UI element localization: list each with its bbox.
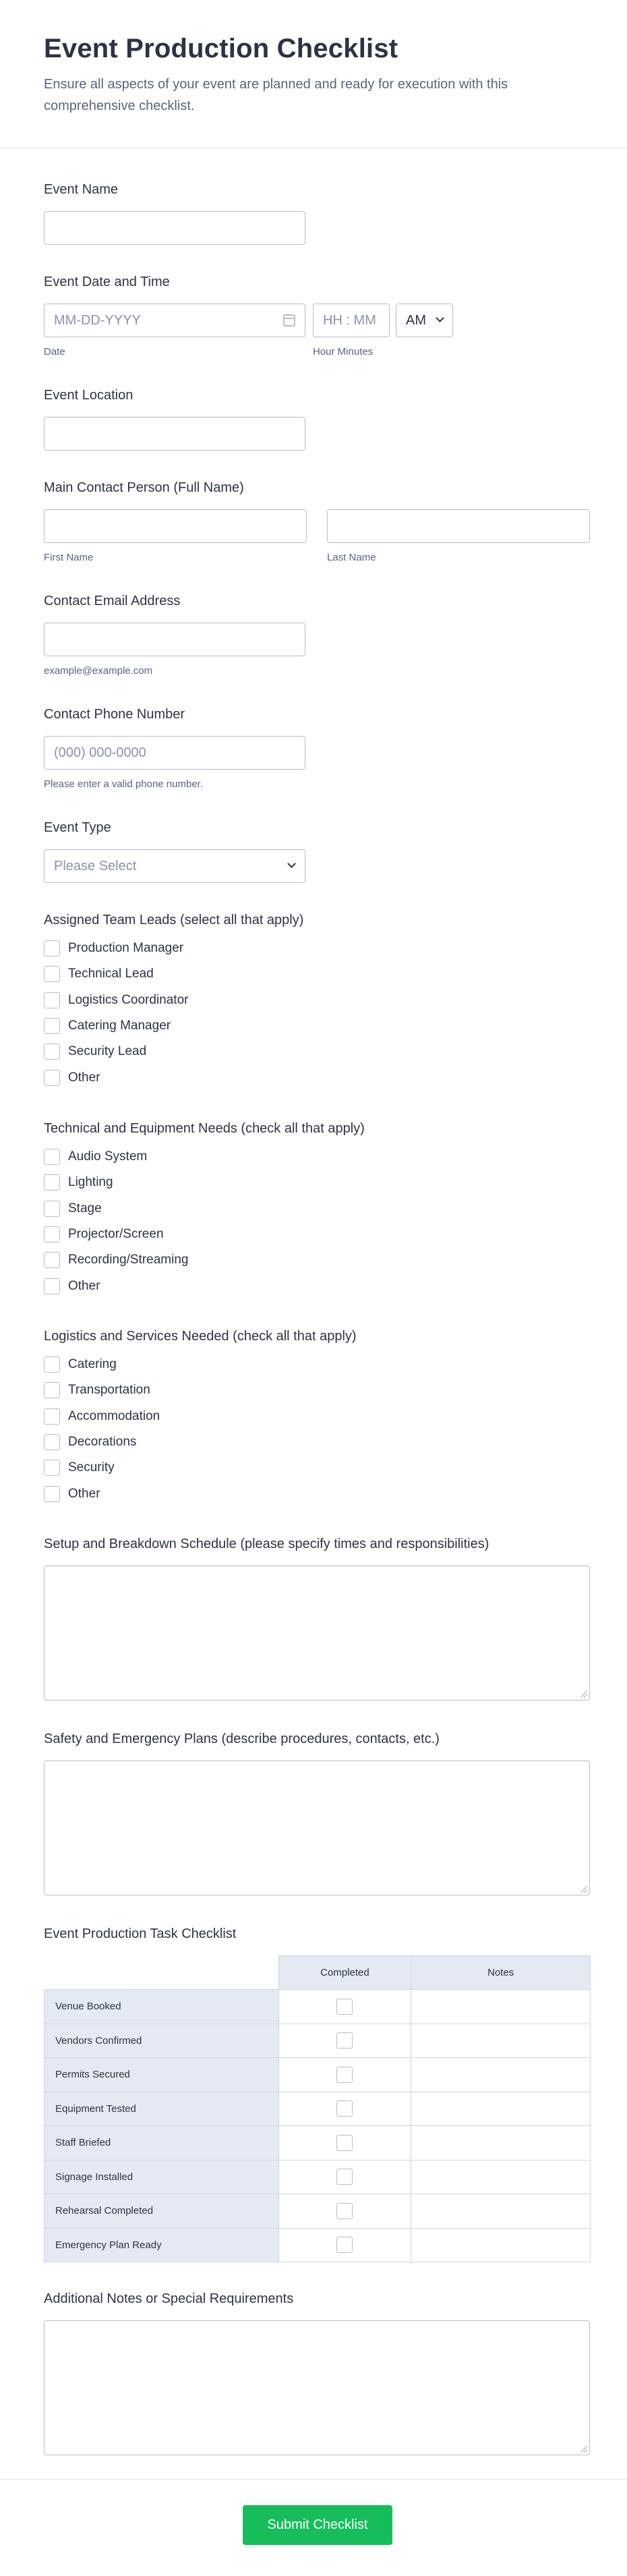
table-row: [44, 2024, 591, 2058]
checkbox-option[interactable]: [44, 1377, 160, 1403]
checkbox-label: Accommodation: [68, 1408, 160, 1423]
checkbox[interactable]: [44, 1434, 60, 1450]
date-placeholder: MM-DD-YYYY: [54, 312, 141, 328]
checkbox[interactable]: [336, 1999, 353, 2015]
matrix-cell: [278, 2126, 411, 2160]
team-leads-label: Assigned Team Leads (select all that apply): [44, 913, 304, 927]
matrix-cell: [278, 2092, 411, 2126]
checkbox-option[interactable]: [44, 1352, 160, 1377]
checkbox-label: Transportation: [68, 1383, 150, 1398]
contact-name-field: [44, 480, 590, 563]
event-name-field: [44, 182, 590, 198]
notes-input[interactable]: [411, 2160, 591, 2194]
matrix-cell: [278, 2160, 411, 2194]
matrix-cell: [278, 1990, 411, 2024]
matrix-row-label: Signage Installed: [44, 2160, 279, 2194]
checkbox-label: Stage: [68, 1201, 102, 1215]
checkbox-label: Other: [68, 1070, 100, 1085]
event-date-field: [44, 275, 590, 357]
team-leads-options: [44, 936, 188, 1091]
phone-sublabel: Please enter a valid phone number.: [44, 778, 203, 790]
ampm-value: AM: [406, 312, 426, 328]
resize-handle-icon[interactable]: [580, 2446, 587, 2453]
notes-input[interactable]: [411, 2126, 591, 2160]
checkbox-label: Logistics Coordinator: [68, 992, 189, 1007]
first-name-input[interactable]: [44, 509, 307, 543]
time-sublabel: Hour Minutes: [313, 346, 374, 357]
checkbox-option[interactable]: [44, 1144, 188, 1170]
table-row: [44, 2126, 591, 2160]
safety-plans-label: Safety and Emergency Plans (describe procedures, contacts, etc.): [44, 1731, 440, 1746]
checkbox-label: Catering: [68, 1357, 117, 1372]
logistics-field: [44, 1329, 590, 1501]
calendar-icon[interactable]: [283, 314, 295, 326]
matrix-row-label: Equipment Tested: [44, 2092, 279, 2126]
checkbox[interactable]: [44, 1252, 60, 1268]
tech-needs-field: [44, 1121, 590, 1293]
email-input[interactable]: [44, 623, 305, 656]
checkbox-option[interactable]: [44, 1013, 188, 1039]
matrix-row-label: Permits Secured: [44, 2058, 279, 2092]
checkbox[interactable]: [44, 1201, 60, 1217]
logistics-options: [44, 1352, 160, 1507]
event-location-label: Event Location: [44, 388, 133, 403]
checkbox-option[interactable]: [44, 1064, 188, 1090]
email-sublabel: example@example.com: [44, 665, 153, 677]
table-row: [44, 2058, 591, 2092]
checkbox[interactable]: [336, 2203, 353, 2219]
checkbox[interactable]: [336, 2169, 353, 2185]
tech-needs-options: [44, 1144, 188, 1299]
setup-schedule-label: Setup and Breakdown Schedule (please specify times and responsibilities): [44, 1537, 489, 1551]
phone-input[interactable]: [44, 736, 305, 770]
submit-button[interactable]: Submit Checklist: [243, 2505, 392, 2545]
checkbox[interactable]: [44, 1174, 60, 1191]
checkbox-option[interactable]: [44, 1247, 188, 1273]
matrix-row-label: Rehearsal Completed: [44, 2194, 279, 2229]
table-row: [44, 2092, 591, 2126]
table-row: [44, 1990, 591, 2024]
notes-input[interactable]: [411, 2092, 591, 2126]
table-row: [44, 2194, 591, 2229]
checkbox[interactable]: [44, 1043, 60, 1060]
checkbox[interactable]: [44, 1356, 60, 1373]
checkbox-option[interactable]: [44, 1455, 160, 1481]
setup-schedule-textarea[interactable]: [44, 1566, 590, 1700]
checkbox-option[interactable]: [44, 1170, 188, 1195]
event-type-placeholder: Please Select: [54, 858, 137, 874]
checkbox[interactable]: [44, 1278, 60, 1294]
contact-phone-field: [44, 707, 590, 790]
checkbox[interactable]: [336, 2237, 353, 2253]
checkbox[interactable]: [44, 1226, 60, 1242]
date-input[interactable]: [44, 304, 305, 337]
event-type-select[interactable]: [44, 849, 305, 883]
checkbox[interactable]: [44, 1408, 60, 1425]
task-checklist-field: [44, 1926, 590, 1942]
checkbox[interactable]: [336, 2067, 353, 2083]
matrix-row-label: Emergency Plan Ready: [44, 2228, 279, 2262]
checkbox-label: Catering Manager: [68, 1019, 171, 1033]
matrix-column-header: Notes: [411, 1956, 591, 1990]
additional-notes-field: [44, 2291, 590, 2307]
checkbox-option[interactable]: [44, 1196, 188, 1222]
contact-email-field: [44, 594, 590, 677]
matrix-row-label: Staff Briefed: [44, 2126, 279, 2160]
matrix-corner: [44, 1956, 279, 1990]
chevron-down-icon: [436, 314, 444, 322]
checkbox-option[interactable]: [44, 1039, 188, 1064]
matrix-header-row: [44, 1956, 591, 1990]
checkbox-label: Production Manager: [68, 941, 184, 956]
team-leads-field: [44, 913, 590, 1085]
first-name-sublabel: First Name: [44, 552, 94, 563]
ampm-select[interactable]: [396, 304, 453, 337]
checkbox-label: Technical Lead: [68, 967, 154, 981]
event-name-label: Event Name: [44, 182, 119, 197]
matrix-column-header: Completed: [278, 1956, 411, 1990]
checkbox-label: Lighting: [68, 1175, 113, 1190]
checkbox-label: Other: [68, 1486, 100, 1501]
phone-placeholder: (000) 000-0000: [54, 745, 146, 760]
setup-schedule-field: [44, 1537, 590, 1552]
matrix-cell: [278, 2194, 411, 2229]
checkbox-option[interactable]: [44, 1222, 188, 1247]
notes-input[interactable]: [411, 2228, 591, 2262]
checkbox-option[interactable]: [44, 1273, 188, 1298]
checkbox-label: Security Lead: [68, 1044, 147, 1059]
event-type-field: [44, 820, 590, 874]
matrix-row-label: Vendors Confirmed: [44, 2024, 279, 2058]
notes-input[interactable]: [411, 1990, 591, 2024]
checkbox[interactable]: [336, 2100, 353, 2117]
checkbox-option[interactable]: [44, 1404, 160, 1429]
table-row: [44, 2160, 591, 2194]
event-type-label: Event Type: [44, 820, 111, 835]
checkbox[interactable]: [336, 2135, 353, 2151]
event-name-input[interactable]: [44, 211, 305, 245]
event-date-label: Event Date and Time: [44, 275, 170, 289]
checkbox-option[interactable]: [44, 961, 188, 987]
checkbox-label: Decorations: [68, 1435, 137, 1450]
checkbox[interactable]: [44, 1460, 60, 1476]
form-header: [0, 0, 627, 148]
resize-handle-icon[interactable]: [580, 1691, 587, 1698]
checkbox-option[interactable]: [44, 1481, 160, 1506]
task-matrix: [44, 1955, 591, 2262]
checkbox-label: Projector/Screen: [68, 1227, 164, 1242]
tech-needs-label: Technical and Equipment Needs (check all that apply): [44, 1121, 365, 1136]
checkbox[interactable]: [44, 966, 60, 982]
checkbox[interactable]: [44, 1486, 60, 1502]
form-footer: [0, 2479, 627, 2576]
checkbox-option[interactable]: [44, 1429, 160, 1455]
additional-notes-label: Additional Notes or Special Requirements: [44, 2291, 294, 2306]
contact-phone-label: Contact Phone Number: [44, 707, 185, 722]
time-input[interactable]: [313, 304, 390, 337]
checkbox-label: Recording/Streaming: [68, 1253, 189, 1267]
safety-plans-textarea[interactable]: [44, 1761, 590, 1895]
contact-email-label: Contact Email Address: [44, 594, 181, 608]
resize-handle-icon[interactable]: [580, 1886, 587, 1893]
safety-plans-field: [44, 1731, 590, 1747]
date-sublabel: Date: [44, 346, 65, 357]
checkbox-option[interactable]: [44, 988, 188, 1013]
checkbox[interactable]: [44, 1149, 60, 1165]
checkbox-label: Other: [68, 1278, 100, 1293]
last-name-input[interactable]: [327, 509, 590, 543]
notes-input[interactable]: [411, 2194, 591, 2229]
additional-notes-textarea[interactable]: [44, 2320, 590, 2455]
checkbox[interactable]: [44, 992, 60, 1008]
form-title: Event Production Checklist: [44, 34, 398, 63]
matrix-cell: [278, 2058, 411, 2092]
event-location-field: [44, 388, 590, 403]
checkbox[interactable]: [44, 1382, 60, 1398]
matrix-cell: [278, 2228, 411, 2262]
checkbox[interactable]: [336, 2032, 353, 2049]
checkbox[interactable]: [44, 940, 60, 956]
checkbox-option[interactable]: [44, 936, 188, 961]
logistics-label: Logistics and Services Needed (check all that apply): [44, 1329, 357, 1344]
last-name-sublabel: Last Name: [327, 552, 376, 563]
contact-name-label: Main Contact Person (Full Name): [44, 480, 244, 495]
matrix-row-label: Venue Booked: [44, 1990, 279, 2024]
notes-input[interactable]: [411, 2024, 591, 2058]
chevron-down-icon: [287, 859, 296, 868]
checkbox[interactable]: [44, 1070, 60, 1086]
checkbox-label: Security: [68, 1460, 115, 1475]
notes-input[interactable]: [411, 2058, 591, 2092]
checkbox[interactable]: [44, 1018, 60, 1034]
task-checklist-label: Event Production Task Checklist: [44, 1926, 237, 1941]
form-description: Ensure all aspects of your event are planned and ready for execution with this comprehensive checklist.: [44, 77, 508, 113]
matrix-cell: [278, 2024, 411, 2058]
table-row: [44, 2228, 591, 2262]
event-location-input[interactable]: [44, 417, 305, 451]
time-placeholder: HH : MM: [323, 312, 376, 328]
checkbox-label: Audio System: [68, 1149, 148, 1164]
